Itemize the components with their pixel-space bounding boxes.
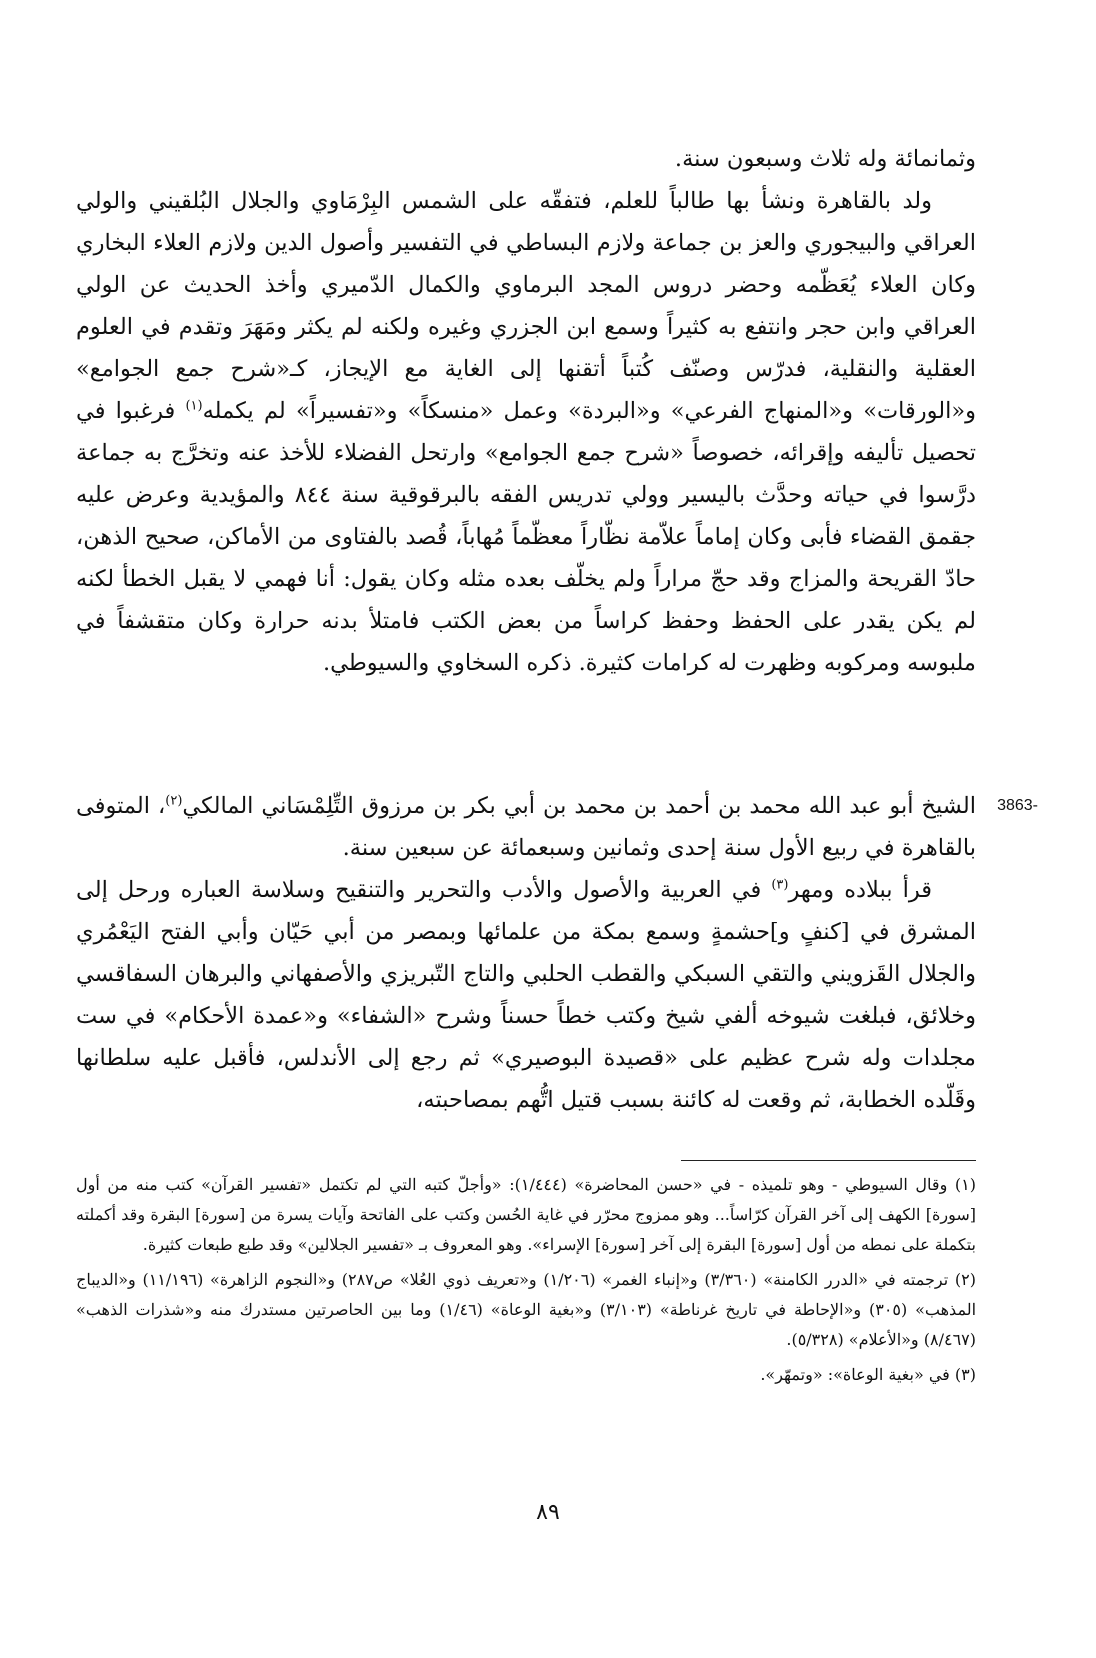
entry-name: الشيخ أبو عبد الله محمد بن أحمد بن محمد بن أبي بكر بن مرزوق التِّلِمْسَاني المالكي <box>182 793 976 819</box>
footnote-3: (٣) في «بغية الوعاة»: «وتمهّر». <box>760 1365 976 1384</box>
paragraph-text: ولد بالقاهرة ونشأ بها طالباً للعلم، فتفقّه على الشمس البِرْمَاوي والجلال البُلقيني والولي العراقي والبيجوري والعز بن جماعة ولازم البساطي في التفسير وأصول الدين ولازم العلاء البخاري وكان العلاء يُعَظّمه وحضر دروس المجد البرماوي والكمال الدّميري وأخذ الحديث عن الولي العراقي وابن حجر وانتفع به كثيراً وسمع ابن الجزري وغيره ولكنه لم يكثر ومَهَرَ وتقدم في العلوم العقلية والنقلية، فدرّس وصنّف كُتباً أتقنها إلى الغاية مع الإيجاز، كـ«شرح جمع الجوامع» و«الورقات» و«المنهاج الفرعي» و«البردة» وعمل «منسكاً» و«تفسيراً» لم يكمله <box>76 188 976 424</box>
continuation-line: وثمانمائة وله ثلاث وسبعون سنة. <box>674 146 976 172</box>
page-number: ٨٩ <box>536 1500 560 1525</box>
entry-paragraph <box>76 869 976 1121</box>
biography-paragraph <box>76 180 976 684</box>
entry-3863 <box>76 785 1038 1121</box>
paragraph-text-continued: فرغبوا في تحصيل تأليفه وإقرائه، خصوصاً «شرح جمع الجوامع» وارتحل الفضلاء للأخذ عنه وتخرَّج به جماعة درَّسوا في حياته وحدَّث باليسير وولي تدريس الفقه بالبرقوقية سنة ٨٤٤ والمؤيدية وعرض عليه جقمق القضاء فأبى وكان إماماً علاّمة نظّاراً معظّماً مُهاباً، قُصد بالفتاوى من الأماكن، صحيح الذهن، حادّ القريحة والمزاج وقد حجّ مراراً ولم يخلّف بعده مثله وكان يقول: أنا فهمي لا يقبل الخطأ لكنه لم يكن يقدر على الحفظ وحفظ كراساً من بعض الكتب فامتلأ بدنه حرارة وكان متقشفاً في ملبوسه ومركوبه وظهرت له كرامات كثيرة. ذكره السخاوي والسيوطي. <box>76 398 977 676</box>
footnote-1: (١) وقال السيوطي - وهو تلميذه - في «حسن المحاضرة» (١/٤٤٤): «وأجلّ كتبه التي لم تكتمل «تفسير القرآن» كتب منه من أول [سورة] الكهف إلى آخر القرآن كرّاساً... وهو ممزوج محرّر في غاية الحُسن وكتب على الفاتحة وآيات يسرة من [سورة] البقرة وقد أكملته بتكملة على نمطه من أول [سورة] البقرة إلى آخر [سورة] الإسراء». وهو المعروف بـ «تفسير الجلالين» وقد طبع طبعات كثيرة. <box>76 1175 977 1254</box>
entry-number: 3863- <box>997 797 1038 814</box>
footnotes <box>76 1170 976 1395</box>
entry-heading <box>76 785 1038 869</box>
footnote-divider <box>681 1160 976 1161</box>
footnote-2: (٢) ترجمته في «الدرر الكامنة» (٣/٣٦٠) و«إنباء الغمر» (١/٢٠٦) و«تعريف ذوي العُلا» ص٢٨٧) و«النجوم الزاهرة» (١١/١٩٦) و«الديباج المذهب» (٣٠٥) و«الإحاطة في تاريخ غرناطة» (٣/١٠٣) و«بغية الوعاة» (١/٤٦) وما بين الحاصرتين مستدرك منه و«شذرات الذهب» (٨/٤٦٧) و«الأعلام» (٥/٣٢٨). <box>76 1270 977 1349</box>
entry-paragraph-rest: في العربية والأصول والأدب والتحرير والتنقيح وسلاسة العباره ورحل إلى المشرق في [كنفٍ و]حشمةٍ وسمع بمكة من علمائها وبمصر من أبي حَيّان وأبي الفتح اليَعْمُري والجلال القَزويني والتقي السبكي والقطب الحلبي والتاج التّبريزي والأصفهاني والبرهان السفاقسي وخلائق، فبلغت شيوخه ألفي شيخ وكتب خطاً حسناً وشرح «الشفاء» و«عمدة الأحكام» في ست مجلدات وله شرح عظيم على «قصيدة البوصيري» ثم رجع إلى الأندلس، فأقبل عليه سلطانها وقَلّده الخطابة، ثم وقعت له كائنة بسبب قتيل اتُّهم بمصاحبته، <box>76 877 976 1113</box>
previous-entry-continuation <box>76 138 976 684</box>
entry-death-info: ، المتوفى بالقاهرة في ربيع الأول سنة إحدى وثمانين وسبعمائة عن سبعين سنة. <box>76 793 976 861</box>
footnote-ref-2: (٢) <box>165 793 183 809</box>
footnote-ref-1: (١) <box>185 398 203 414</box>
footnote-ref-3: (٣) <box>771 877 789 893</box>
entry-paragraph-start: قرأ ببلاده ومهر <box>788 877 932 903</box>
